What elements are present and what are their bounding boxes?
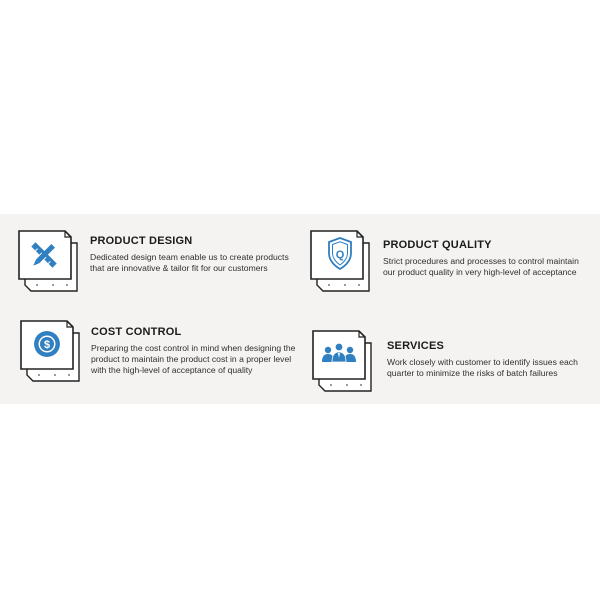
feature-description: Preparing the cost control in mind when designing the product to maintain the product cost in a proper level with the high-level of acceptance of quality [91,343,296,376]
dollar-badge-icon [19,319,89,385]
team-people-icon [311,329,381,395]
feature-product-design [17,229,287,299]
svg-text:$: $ [43,339,51,351]
feature-product-quality [309,229,594,299]
feature-description: Strict procedures and processes to control maintain our product quality in very high-level of acceptance [383,256,579,278]
feature-title: PRODUCT QUALITY [383,239,492,251]
feature-cost-control [19,319,296,391]
feature-title: SERVICES [387,340,445,352]
feature-description: Work closely with customer to identify issues each quarter to minimize the risks of batch failures [387,357,578,379]
feature-title: COST CONTROL [91,326,182,338]
feature-title: PRODUCT DESIGN [90,235,193,247]
pencil-ruler-icon [17,229,87,295]
feature-services [311,329,596,401]
feature-description: Dedicated design team enable us to create products that are innovative & tailor fit for our customers [90,252,289,274]
quality-shield-icon [309,229,379,295]
svg-text:Q: Q [335,249,345,261]
